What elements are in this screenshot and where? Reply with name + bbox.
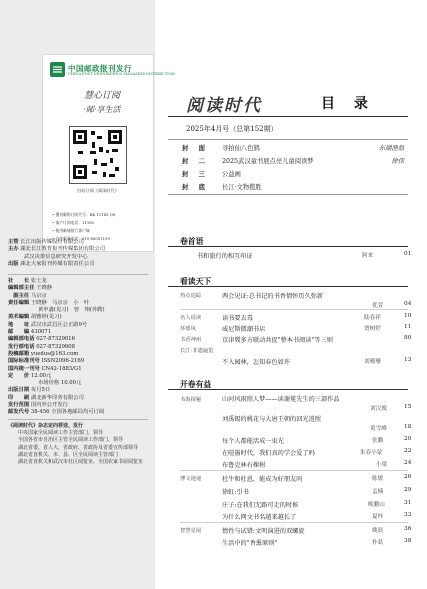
column-label: 智慧星阅: [180, 528, 202, 534]
article-title[interactable]: 京津冀多方联动共促"整本书阅读"等三则: [222, 337, 333, 344]
column-label: 热点追踪: [180, 293, 202, 299]
note-line: 中央国家全民阅读工作主管部门、领导: [8, 430, 104, 437]
page-number: 31: [404, 500, 412, 506]
qr-code[interactable]: [69, 126, 127, 184]
note-line: 湖北省委、省人大、省政府、省政协及省委宣传部领导: [8, 444, 139, 451]
cover-entry[interactable]: 封 底 长江·文物揽胜: [182, 184, 262, 191]
section-title: 开卷有益: [180, 380, 212, 389]
header-rule: [168, 116, 408, 117]
ad-line: • 客户订阅电话：11185: [52, 220, 95, 225]
article-author: 朴葛: [372, 540, 384, 546]
page-number: 36: [404, 526, 412, 532]
article-author: 张鹏: [372, 438, 384, 444]
staff-row: 美术编辑 胡雅婷(见习): [8, 314, 62, 321]
article-author: 姚晨: [372, 528, 384, 534]
article-author: 陆春祥: [364, 315, 381, 321]
article-author: 小梁: [376, 462, 388, 468]
china-post-brand: [50, 62, 175, 80]
page-number: 13: [404, 357, 412, 363]
issue-number: 2025年4月号（总第152期）: [186, 125, 278, 133]
article-title[interactable]: 两会见证:总书记的书香情怀历久弥新: [222, 293, 324, 300]
cover-entry[interactable]: 封 面 寻拍仙八色鸫 东湖渔翁: [182, 145, 404, 152]
article-author: 贾树婷: [364, 326, 381, 332]
page-number: 04: [404, 301, 412, 307]
ad-line: • 合作服务电话：010-68001199: [52, 236, 110, 241]
article-title[interactable]: 惰性与试错:文明演进的双螺旋: [222, 528, 305, 535]
page-number: 38: [404, 538, 412, 544]
distribution-note: [8, 423, 148, 466]
article-title[interactable]: 在喧嚣时代，我们真的学会爱了吗: [222, 450, 315, 457]
item-rule: [180, 522, 408, 523]
article-author: 孟楠: [372, 489, 384, 495]
contents-label: 目 录: [321, 96, 375, 112]
publisher-row: 武汉决策信息研究开发中心: [24, 253, 88, 260]
article-title[interactable]: 徐虹:引书: [222, 489, 249, 496]
note-title: 《阅读时代》杂志定向荐送、发行: [8, 423, 84, 429]
publisher-row: 主管 长江出版传媒股份有限公司: [8, 239, 84, 245]
article-author: 刘汉俊: [370, 406, 387, 412]
article-title[interactable]: 庄子:在我们无路可走的时候: [222, 502, 299, 509]
staff-row: 编辑部主任 王晓静: [8, 285, 53, 292]
page-number: 18: [404, 424, 412, 430]
staff-row: 社 长 张士龙: [8, 278, 47, 284]
staff-row: 投稿邮箱 yuedus@163.com: [8, 350, 79, 357]
qr-caption: 扫码订阅《阅读时代》: [77, 188, 119, 193]
column-label: 环球风: [180, 326, 196, 332]
staff-row: 市场价格 10.00元: [38, 380, 82, 387]
article-title[interactable]: 读书要去毒: [222, 315, 253, 322]
article-author: 阿来: [362, 253, 374, 259]
article-author: 刘珊珊: [364, 359, 381, 365]
ad-line: • 使用邮储银行客户端: [52, 228, 90, 233]
column-label: 长江·非遗遍览: [180, 348, 214, 354]
section-rule: [168, 246, 408, 247]
page-number: 20: [404, 436, 412, 442]
cover-entry[interactable]: 封 三 公益画: [182, 171, 241, 178]
staff-block: [8, 278, 105, 417]
staff-row: 邮 编 430071: [8, 329, 52, 336]
ad-line: • 搜刊邮购订阅代号：BK 11183 Q8: [52, 212, 116, 217]
item-rule: [180, 309, 408, 310]
magazine-title: 阅读时代: [186, 96, 262, 116]
article-title[interactable]: 每个人都能活成一束光: [222, 438, 284, 445]
item-rule: [180, 470, 408, 471]
article-title[interactable]: 为什么网文书名越来越长了: [222, 514, 297, 521]
page-number: 15: [404, 404, 412, 410]
staff-row: 黄申鑫(见习) 曾 翔(外聘): [38, 307, 105, 314]
page-number: 01: [404, 251, 412, 257]
cover-entry[interactable]: 封 二 2025武汉童书展点亮儿童阅读梦 徐伟: [182, 158, 404, 165]
article-title[interactable]: 生活中的"香熏原则": [222, 540, 278, 547]
staff-row: 定 价 12.00元: [8, 372, 52, 379]
slogan-line-2: ·邮·享生活: [83, 105, 121, 114]
staff-row: 印 刷 湖北新华印务有限公司: [8, 394, 84, 401]
article-author: 晚鹏山: [368, 502, 385, 508]
staff-row: 责任编辑 王晓静 马京京 小 叶: [8, 299, 90, 306]
article-title[interactable]: 威尼斯微潮书店: [222, 326, 266, 333]
publisher-row: 出版 湖北大家报刊传媒有限责任公司: [8, 260, 95, 267]
article-title[interactable]: 布鲁克林有棵树: [222, 462, 266, 469]
ad-slogan: [72, 90, 132, 116]
section-rule: [168, 389, 408, 390]
article-title[interactable]: 山河风雨照人梦——读谢冕先生的三部作品: [222, 396, 340, 403]
page-number: 22: [404, 448, 412, 454]
article-title[interactable]: 书和旅行的相互印证: [197, 253, 253, 260]
section-rule: [168, 286, 408, 287]
article-author: 陈敏: [372, 476, 384, 482]
brand-name-cn: 中国邮政报刊发行: [68, 64, 132, 73]
publisher-row: 主办 湖北长江教育报刊传媒集团有限公司: [8, 246, 106, 253]
staff-row: 编辑部电话 027-87329016: [8, 336, 76, 343]
staff-row: 发行范围 国内外公开发行: [8, 402, 68, 409]
staff-row: 国际标准刊号 ISSN2096-2169: [8, 358, 85, 365]
page-number: 80: [404, 335, 412, 341]
left-divider: [8, 274, 148, 275]
note-line: 湖北省直机关、市、县、区全民阅读主管部门: [8, 451, 119, 458]
cover-top-rule: [168, 139, 408, 140]
staff-row: 发行部电话 027-87329608: [8, 343, 76, 350]
staff-row: 出版日期 每月5日: [8, 387, 51, 394]
column-label: 博文速递: [180, 476, 202, 482]
article-author: 优萱: [372, 303, 384, 309]
staff-row: 邮发代号 38-456 全国各地邮局均可订阅: [8, 409, 105, 416]
page-number: 33: [404, 512, 412, 518]
cover-bottom-rule: [168, 194, 408, 195]
section-title: 卷首语: [180, 237, 204, 246]
column-label: 名人说读: [180, 315, 202, 321]
page-number: 24: [404, 460, 412, 466]
note-line: 湖北省直机关和武汉市社区阅览室、全国农家书屋阅览室: [8, 459, 144, 466]
article-author: 朱春小蒙: [360, 450, 383, 456]
note-line: 全国各省市自治区主管全民阅读工作部门、领导: [8, 437, 124, 444]
page-number: 11: [404, 324, 412, 330]
article-title[interactable]: 杜牛和杜恩，能成为好朋友吗: [222, 476, 303, 483]
section-title: 看读天下: [180, 277, 212, 286]
staff-row: 地 址 武汉市武昌区公正路9号: [8, 321, 88, 328]
article-author: 黄雪峰: [370, 426, 387, 432]
column-label: 书香神州: [180, 337, 202, 343]
column-label: 书海探秘: [180, 397, 202, 403]
publisher-block: [8, 239, 105, 268]
page-number: 10: [404, 313, 412, 319]
staff-row: 副主任 马京京: [8, 292, 47, 299]
article-title[interactable]: 不入园林，怎知春色如许: [222, 359, 291, 366]
page-number: 26: [404, 474, 412, 480]
left-divider: [8, 419, 148, 420]
article-author: 夏梓: [372, 514, 384, 520]
brand-name-en: CHINA POST NEWSPAPER & MAGAZINE DISTRIBUTION: [68, 72, 175, 76]
slogan-line-1: 慧心订阅: [83, 91, 120, 101]
article-title[interactable]: 刘禹锡的桃花与大唐王朝的回光返照: [222, 416, 321, 423]
staff-row: 国内统一刊号 CN42-1883/G1: [8, 365, 82, 372]
page-number: 29: [404, 487, 412, 493]
